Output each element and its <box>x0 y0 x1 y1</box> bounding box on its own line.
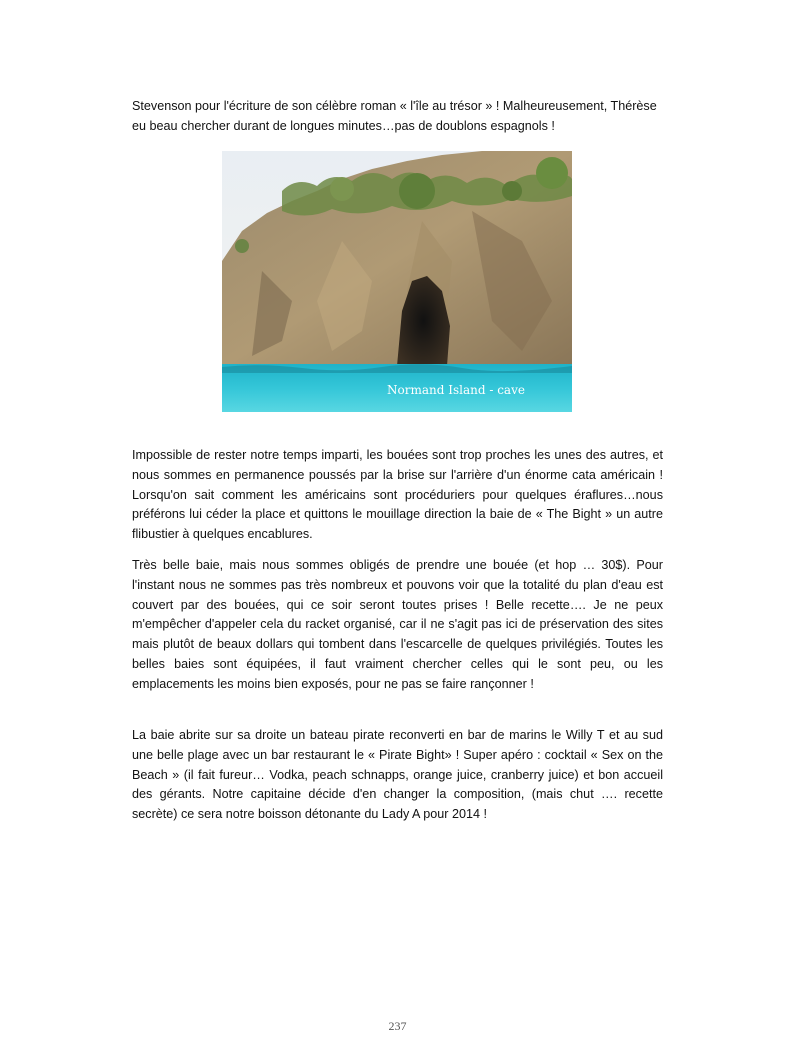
photo-caption: Normand Island - cave <box>387 383 525 397</box>
paragraph-bay: Très belle baie, mais nous sommes obligés de prendre une bouée (et hop … 30$). Pour l'instant nous ne sommes pas très nombreux et pouvons voir que la totalité du plan d'eau est couvert par des bouées, qui ce soir seront toutes prises ! Belle recette…. Je ne peux m'empêcher d'appeler cela du racket organisé, car il ne s'agit pas ici de préservation des sites mais plutôt de beaux dollars qui tombent dans l'escarcelle de quelques privilégiés. Toutes les belles baies sont équipées, il faut vraiment chercher celles qui le sont peu, ou les emplacements les moins bien exposés, pour ne pas se faire rançonner ! <box>132 558 663 691</box>
cave-photo <box>222 151 572 412</box>
paragraph-buoys: Impossible de rester notre temps imparti, les bouées sont trop proches les unes des autres, et nous sommes en permanence poussés par la brise sur l'arrière d'un énorme cata américain ! Lorsqu'on sait comment les américains sont procéduriers pour quelques éraflures…nous préférons lui céder la place et quittons le mouillage direction la baie de « The Bight » un autre flibustier à quelques encablures. <box>132 448 663 542</box>
page-number: 237 <box>388 1019 407 1033</box>
cave-photo-illustration <box>222 151 572 412</box>
paragraph-intro: Stevenson pour l'écriture de son célèbre roman « l'île au trésor » ! Malheureusement, Thérèse eu beau chercher durant de longues minutes…pas de doublons espagnols ! <box>132 99 657 133</box>
paragraph-pirate-bar: La baie abrite sur sa droite un bateau pirate reconverti en bar de marins le Willy T et au sud une belle plage avec un bar restaurant le « Pirate Bight» ! Super apéro : cocktail « Sex on the Beach » (il fait fureur… Vodka, peach schnapps, orange juice, cranberry juice) et bon accueil des gérants. Notre capitaine décide d'en changer la composition, (mais chut …. recette secrète) ce sera notre boisson détonante du Lady A pour 2014 ! <box>132 728 663 822</box>
